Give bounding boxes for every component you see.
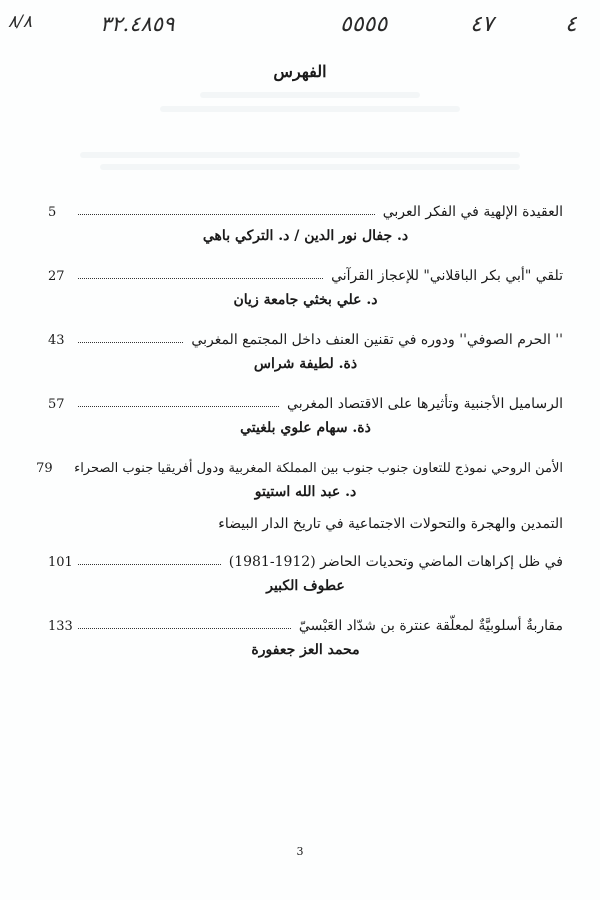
toc-entry[interactable] (48, 388, 563, 412)
show-through-mark (100, 164, 520, 170)
dot-leader (78, 341, 183, 343)
dot-leader (78, 213, 375, 215)
toc-entry[interactable] (48, 260, 563, 284)
show-through-mark (160, 106, 460, 112)
toc-author: عطوف الكبير (266, 578, 345, 594)
handwritten-note: ٤٧ (470, 12, 494, 37)
dot-leader (78, 405, 279, 407)
toc-entry-title: '' الحرم الصوفي'' ودوره في تقنين العنف داخل المجتمع المغربي (191, 332, 563, 348)
toc-page-number: 133 (48, 619, 73, 634)
dot-leader (78, 563, 221, 565)
show-through-mark (80, 152, 520, 158)
toc-author: د. عبد الله استيتو (254, 484, 357, 500)
toc-entry[interactable] (36, 452, 563, 476)
toc-entry[interactable] (48, 610, 563, 634)
table-of-contents (36, 190, 563, 664)
toc-entry-title: في ظل إكراهات الماضي وتحديات الحاضر (1912-1981) (228, 554, 563, 570)
handwritten-note: ٨/٨ (8, 12, 32, 32)
toc-entry[interactable] (48, 196, 563, 220)
toc-page-number: 5 (48, 205, 57, 220)
handwritten-catalog-notes (0, 10, 600, 50)
page-title: الفهرس (273, 62, 327, 81)
toc-entry-title: تلقي "أبي بكر الباقلاني" للإعجاز القرآني (331, 268, 563, 284)
toc-entry-title: العقيدة الإلهية في الفكر العربي (382, 204, 563, 220)
toc-page-number: 101 (48, 555, 73, 570)
page-number: 3 (296, 845, 304, 858)
dot-leader (78, 627, 291, 629)
toc-entry-title: الأمن الروحي نموذج للتعاون جنوب جنوب بين المملكة المغربية ودول أفريقيا جنوب الصحراء (74, 461, 563, 476)
toc-page-number: 79 (36, 461, 53, 476)
toc-author: د. جفال نور الدين / د. التركي باهي (202, 228, 409, 244)
toc-author: محمد العز جعفورة (251, 642, 360, 658)
toc-author: ذة. لطيفة شراس (253, 356, 358, 372)
dot-leader (78, 277, 323, 279)
toc-page-number: 43 (48, 333, 65, 348)
toc-author: ذة. سهام علوي بلغيتي (240, 420, 371, 436)
show-through-mark (200, 92, 420, 98)
handwritten-note: ٥٥٥٥ (340, 12, 388, 37)
toc-entry-title-line: التمدين والهجرة والتحولات الاجتماعية في تاريخ الدار البيضاء (218, 516, 563, 532)
toc-entry[interactable] (48, 324, 563, 348)
toc-entry-title: الرساميل الأجنبية وتأثيرها على الاقتصاد المغربي (287, 396, 563, 412)
toc-page-number: 57 (48, 397, 65, 412)
handwritten-note: ٤ (565, 12, 577, 37)
handwritten-note: ٣٢.٤٨٥٩ (100, 12, 175, 36)
toc-entry-title: مقاربةٌ أسلوبيَّةٌ لمعلّقة عنترة بن شدّاد العَبْسيّ (298, 618, 563, 634)
toc-author: د. علي بخثي جامعة زيان (233, 292, 378, 308)
toc-page-number: 27 (48, 269, 65, 284)
toc-entry[interactable] (48, 546, 563, 570)
